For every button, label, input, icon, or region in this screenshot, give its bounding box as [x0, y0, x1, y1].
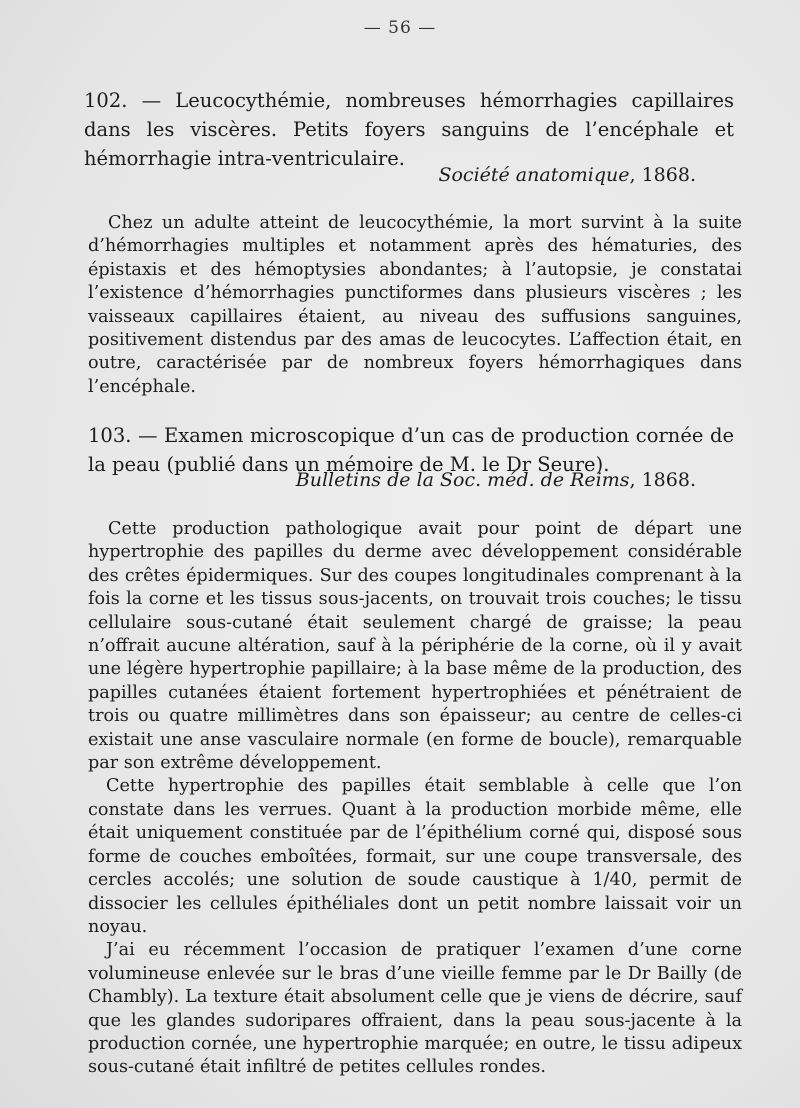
entry-102-source — [438, 163, 696, 188]
entry-103-body — [88, 518, 742, 1080]
entry-102-title: 102. — Leucocythémie, nombreuses hémorrhagies capillaires dans les viscères. Petits foyers sanguins de l’encéphale et hémorrhagie intra-ventriculaire. — [84, 89, 734, 170]
entry-102-source-year: , 1868. — [629, 164, 696, 186]
entry-103-source-name: Bulletins de la Soc. méd. de Reims — [295, 469, 630, 491]
entry-103-source — [296, 468, 696, 493]
entry-103-source-year: , 1868. — [629, 469, 696, 491]
entry-103-paragraph: J’ai eu récemment l’occasion de pratiquer l’examen d’une corne volumineuse enlevée sur le bras d’une vieille femme par le Dr Bailly (de Chambly). La texture était absolument celle que je viens de décrire, sauf que les glandes sudoripares offraient, dans la peau sous-jacente à la production cornée, une hypertrophie marquée; en outre, le tissu adipeux sous-cutané était infiltré de petites cellules rondes. — [88, 940, 742, 1078]
entry-102-paragraph: Chez un adulte atteint de leucocythémie, la mort survint à la suite d’hémorrhagies multiples et notamment après des hématuries, des épistaxis et des hémoptysies abondantes; à l’autopsie, je constatai l’existence d’hémorrhagies punctiformes dans plusieurs viscères ; les vaisseaux capillaires étaient, au niveau des suffusions sanguines, positivement distendus par des amas de leucocytes. L’affection était, en outre, caractérisée par de nombreux foyers hémorrhagiques dans l’encéphale. — [88, 213, 742, 397]
entry-103-paragraph: Cette production pathologique avait pour point de départ une hypertrophie des papilles du derme avec développement considérable des crêtes épidermiques. Sur des coupes longitudinales comprenant à la fois la corne et les tissus sous-jacents, on trouvait trois couches; le tissu cellulaire sous-cutané était seulement chargé de graisse; la peau n’offrait aucune altération, sauf à la périphérie de la corne, où il y avait une légère hypertrophie papillaire; à la base même de la production, des papilles cutanées étaient fortement hypertrophiées et pénétraient de trois ou quatre millimètres dans son épaisseur; au centre de celles-ci existait une anse vasculaire normale (en forme de boucle), remarquable par son extrême développement. — [88, 519, 742, 774]
entry-102-body — [88, 212, 742, 399]
entry-102-source-name: Société anatomique — [438, 164, 630, 186]
page-number: — 56 — — [363, 18, 437, 38]
entry-103-paragraph: Cette hypertrophie des papilles était semblable à celle que l’on constate dans les verrues. Quant à la production morbide même, elle était uniquement constituée par de l’épithélium corné qui, disposé sous forme de couches emboîtées, formait, sur une coupe transversale, des cercles accolés; une solution de soude caustique à 1/40, permit de dissocier les cellules épithéliales dont un petit nombre laissait voir un noyau. — [88, 776, 742, 937]
entry-103-title: 103. — Examen microscopique d’un cas de production cornée de la peau (publié dans un mémoire de M. le Dr Seure). — [88, 424, 734, 476]
